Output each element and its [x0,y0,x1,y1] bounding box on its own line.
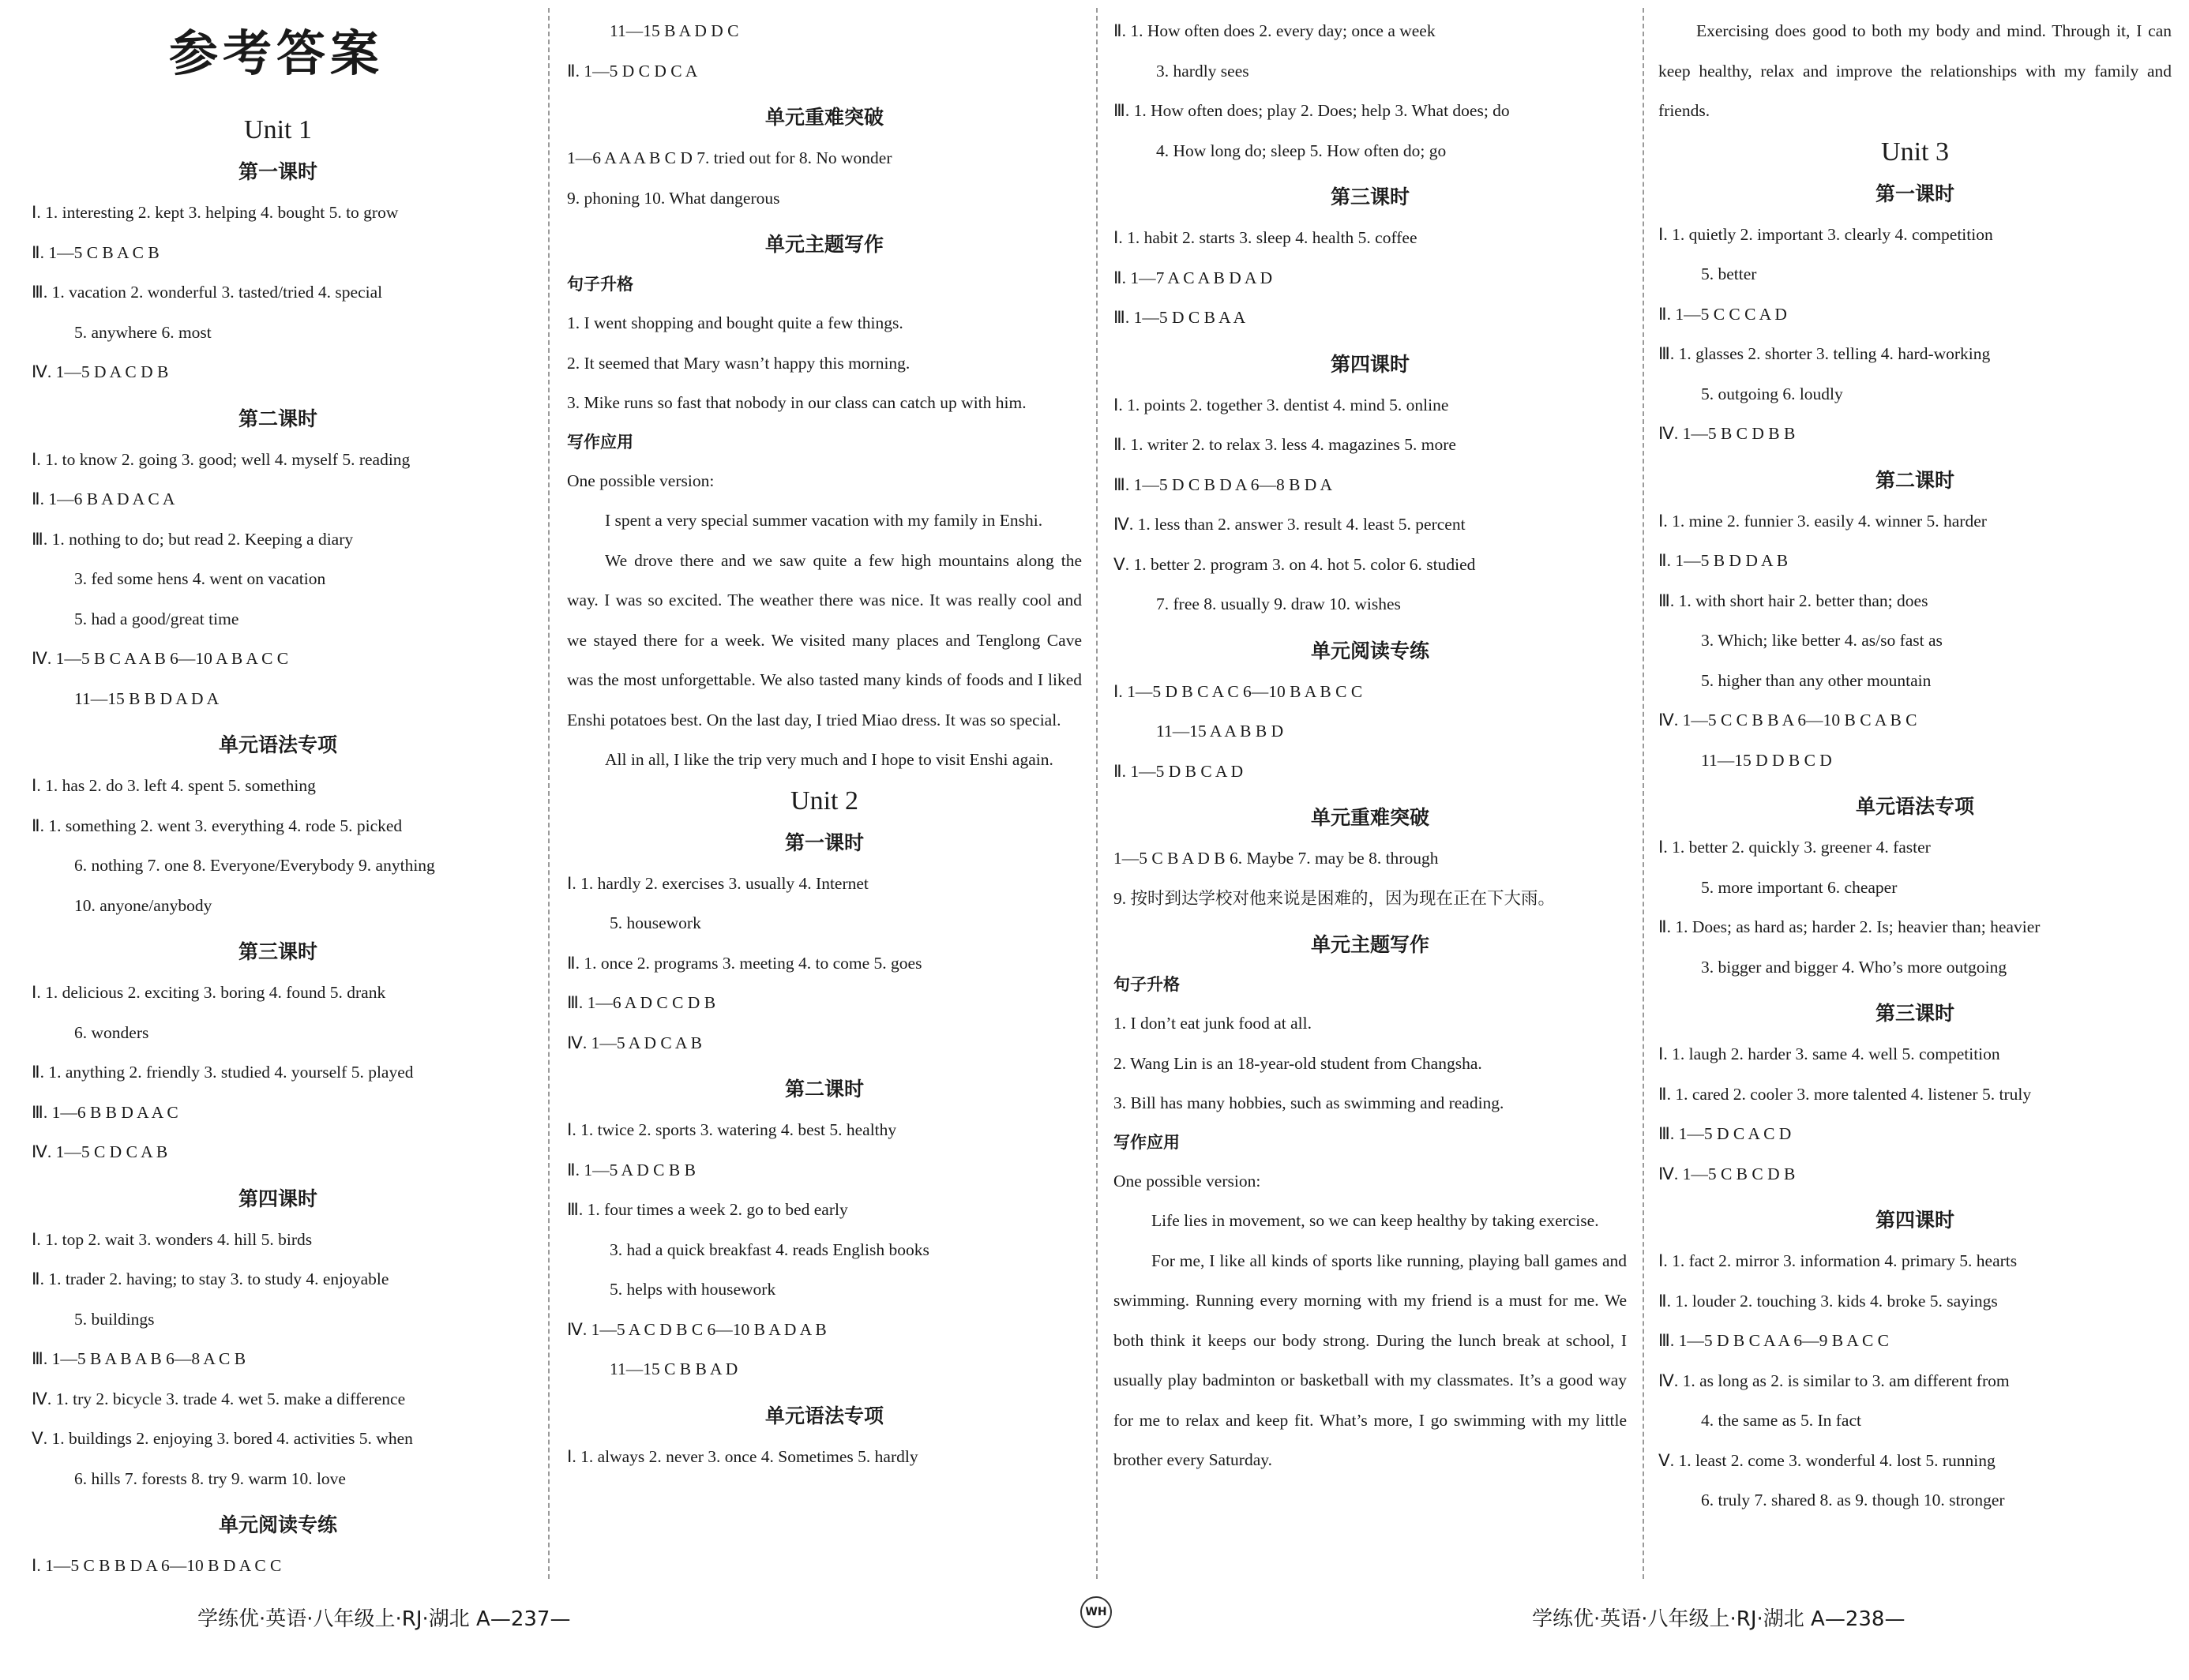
column-4 [1658,11,2172,1582]
answer-line: 5. helps with housework [610,1280,776,1299]
answer-line: Ⅴ. 1. buildings 2. enjoying 3. bored 4. activities 5. when [32,1429,413,1448]
answer-line: Ⅰ. 1. habit 2. starts 3. sleep 4. health 5. coffee [1113,228,1417,247]
answer-line: Ⅰ. 1. top 2. wait 3. wonders 4. hill 5. birds [32,1229,313,1249]
answer-line: Ⅰ. 1. quietly 2. important 3. clearly 4. competition [1658,224,1993,244]
answer-line: Ⅱ. 1—5 A D C B B [567,1160,696,1179]
answer-line: Ⅲ. 1. nothing to do; but read 2. Keeping a diary [32,529,354,549]
answer-line: Ⅱ. 1—5 D B C A D [1113,761,1244,781]
column-3 [1113,11,1627,1582]
section-title: 单元重难突破 [1310,806,1429,829]
answer-line: Ⅱ. 1—5 D C D C A [567,61,698,81]
answer-line: Ⅳ. 1—5 C D C A B [32,1142,168,1161]
answer-line: Ⅰ. 1. twice 2. sports 3. watering 4. best 5. healthy [567,1120,897,1139]
section-title: 第二课时 [1875,468,1954,492]
answer-line: 6. nothing 7. one 8. Everyone/Everybody 9. anything [74,856,435,875]
answer-line: Ⅰ. 1. has 2. do 3. left 4. spent 5. something [32,776,316,795]
publisher-badge: WH [1080,1596,1112,1628]
answer-line: Ⅳ. 1—5 A C D B C 6—10 B A D A B [567,1319,827,1339]
column-divider [548,8,550,1579]
section-title: 第一课时 [238,160,317,183]
answer-line: 4. the same as 5. In fact [1701,1411,1861,1430]
answer-line: Ⅱ. 1. cared 2. cooler 3. more talented 4. listener 5. truly [1658,1084,2032,1104]
answer-line: Ⅱ. 1—5 C B A C B [32,242,160,262]
answer-line: 6. truly 7. shared 8. as 9. though 10. stronger [1701,1491,2005,1509]
answer-line: 5. higher than any other mountain [1701,670,1932,690]
page-footer-right: 学练优·英语·八年级上·RJ·湖北 A—238— [1532,1607,1906,1631]
answer-line: 9. phoning 10. What dangerous [567,188,780,208]
answer-line: 6. wonders [74,1022,149,1042]
answer-line: Ⅰ. 1. points 2. together 3. dentist 4. mind 5. online [1113,395,1449,414]
section-title: 第三课时 [1330,186,1410,208]
unit-title: Unit 2 [790,786,858,816]
answer-line: Ⅳ. 1—5 C C B B A 6—10 B C A B C [1658,711,1917,729]
answer-line: 7. free 8. usually 9. draw 10. wishes [1156,594,1401,613]
essay-paragraph: I spent a very special summer vacation with my family in Enshi. [605,511,1043,530]
subheading: 句子升格 [567,275,633,294]
answer-line: One possible version: [567,471,715,490]
answer-line: Ⅰ. 1. better 2. quickly 3. greener 4. faster [1658,838,1931,857]
section-title: 单元语法专项 [218,733,337,756]
essay-paragraph: All in all, I like the trip very much and I hope to visit Enshi again. [605,750,1053,769]
answer-line: Ⅱ. 1. How often does 2. every day; once a week [1113,21,1436,40]
answer-line: Ⅳ. 1. as long as 2. is similar to 3. am different from [1658,1371,2010,1390]
answer-line: Ⅱ. 1—5 B D D A B [1658,551,1789,570]
answer-line: 3. hardly sees [1156,61,1249,81]
essay-paragraph: Exercising does good to both my body and mind. Through it, I can keep healthy, relax and improve the relationships with my family and friends. [1658,21,2172,120]
answer-line: Ⅲ. 1—5 D C B A A [1113,308,1246,327]
section-title: 单元主题写作 [1310,933,1429,956]
section-title: 单元主题写作 [764,233,884,256]
answer-line: Ⅰ. 1. interesting 2. kept 3. helping 4. bought 5. to grow [32,203,399,222]
answer-line: 5. outgoing 6. loudly [1701,384,1843,403]
answer-line: Ⅲ. 1. vacation 2. wonderful 3. tasted/tried 4. special [32,283,383,302]
answer-line: Ⅱ. 1. anything 2. friendly 3. studied 4. yourself 5. played [32,1063,414,1082]
answer-line: 11—15 C B B A D [610,1359,738,1378]
section-title: 第四课时 [1875,1209,1954,1232]
answer-line: 3. Mike runs so fast that nobody in our class can catch up with him. [567,393,1027,412]
section-title: 单元语法专项 [1855,795,1974,818]
column-divider [1096,8,1098,1579]
section-title: 第三课时 [1875,1002,1954,1025]
answer-line: Ⅱ. 1. Does; as hard as; harder 2. Is; heavier than; heavier [1658,917,2041,936]
essay-paragraph: For me, I like all kinds of sports like running, playing ball games and swimming. Running every morning with my friend is a must for me. We both think it keeps our body strong. During the lunch break at school, I usually play badminton or basketball with my classmates. It’s a good way for me to relax and keep fit. What’s more, I go swimming with my little brother every Saturday. [1113,1251,1627,1469]
answer-line: Ⅴ. 1. better 2. program 3. on 4. hot 5. color 6. studied [1113,554,1476,574]
column-2 [567,11,1082,1582]
answer-line: Ⅲ. 1. with short hair 2. better than; does [1658,591,1928,610]
answer-line: Ⅰ. 1. fact 2. mirror 3. information 4. primary 5. hearts [1658,1251,2018,1270]
section-title: 第四课时 [238,1187,317,1210]
answer-line: Ⅳ. 1—5 D A C D B [32,362,169,381]
answer-line: Ⅲ. 1. glasses 2. shorter 3. telling 4. hard-working [1658,344,1991,363]
answer-line: 5. had a good/great time [74,609,239,628]
answer-line: 1. I don’t eat junk food at all. [1113,1014,1312,1033]
answer-line: Ⅱ. 1. once 2. programs 3. meeting 4. to come 5. goes [567,953,922,973]
answer-line: Ⅱ. 1. trader 2. having; to stay 3. to study 4. enjoyable [32,1269,389,1288]
answer-line: 11—15 B A D D C [610,21,739,40]
answer-line: Ⅲ. 1. How often does; play 2. Does; help 3. What does; do [1113,101,1510,120]
answer-line: 10. anyone/anybody [74,895,212,915]
answer-line: Ⅲ. 1—6 B B D A A C [32,1102,178,1122]
section-title: 第三课时 [238,940,317,963]
essay-paragraph: We drove there and we saw quite a few high mountains along the way. I was so excited. The weather there was nice. It was really cool and we stayed there for a week. We visited many places and Tenglong Cave was the most unforgettable. We also tasted many kinds of foods and I liked Enshi potatoes best. On the last day, I tried Miao dress. It was so special. [567,550,1082,729]
answer-line: Ⅴ. 1. least 2. come 3. wonderful 4. lost 5. running [1658,1450,1996,1470]
answer-line: 1—5 C B A D B 6. Maybe 7. may be 8. through [1113,849,1439,868]
answer-line: Ⅰ. 1. hardly 2. exercises 3. usually 4. Internet [567,873,869,893]
answer-line: 5. housework [610,913,701,932]
answer-line: 5. better [1701,264,1757,283]
unit-title: Unit 3 [1881,137,1949,167]
answer-line: 3. fed some hens 4. went on vacation [74,569,326,588]
answer-line: 11—15 B B D A D A [74,688,220,708]
essay-paragraph: Life lies in movement, so we can keep healthy by taking exercise. [1151,1211,1599,1230]
answer-line: One possible version: [1113,1171,1261,1191]
answer-line: Ⅱ. 1. louder 2. touching 3. kids 4. broke 5. sayings [1658,1291,1998,1311]
answer-line: 3. Bill has many hobbies, such as swimming and reading. [1113,1093,1504,1112]
answer-line: Ⅰ. 1. always 2. never 3. once 4. Sometimes 5. hardly [567,1446,918,1466]
subheading: 句子升格 [1113,975,1180,994]
page-footer-left: 学练优·英语·八年级上·RJ·湖北 A—237— [197,1607,571,1631]
answer-line: Ⅰ. 1. mine 2. funnier 3. easily 4. winner 5. harder [1658,511,1987,531]
answer-line: Ⅲ. 1—5 B A B A B 6—8 A C B [32,1349,246,1368]
section-title: 单元语法专项 [764,1404,884,1427]
answer-line: Ⅰ. 1—5 D B C A C 6—10 B A B C C [1113,681,1363,701]
subheading: 写作应用 [1113,1132,1180,1152]
section-title: 第二课时 [784,1078,864,1101]
answer-line: Ⅰ. 1. to know 2. going 3. good; well 4. myself 5. reading [32,449,411,469]
answer-line: 11—15 A A B B D [1156,722,1284,741]
answer-line: 5. anywhere 6. most [74,322,212,342]
section-title: 第二课时 [238,407,317,430]
answer-line: Ⅱ. 1—6 B A D A C A [32,489,175,508]
answer-line: Ⅳ. 1—5 C B C D B [1658,1164,1796,1183]
column-1 [32,109,524,1680]
answer-line: Ⅰ. 1. delicious 2. exciting 3. boring 4. found 5. drank [32,983,386,1002]
answer-line: Ⅲ. 1—5 D C A C D [1658,1124,1792,1143]
section-title: 第一课时 [1875,182,1954,205]
answer-line: Ⅲ. 1. four times a week 2. go to bed early [567,1200,848,1219]
answer-line: 3. bigger and bigger 4. Who’s more outgoing [1701,957,2007,977]
section-title: 第一课时 [784,831,864,854]
answer-line: 4. How long do; sleep 5. How often do; go [1156,141,1447,160]
page-title: 参考答案 [168,24,384,82]
section-title: 单元阅读专练 [218,1513,337,1536]
section-title: 单元阅读专练 [1310,639,1429,662]
answer-line: 11—15 D D B C D [1701,750,1832,770]
answer-line: Ⅳ. 1—5 A D C A B [567,1033,702,1052]
answer-line: Ⅳ. 1. less than 2. answer 3. result 4. least 5. percent [1113,515,1466,534]
section-title: 单元重难突破 [764,106,884,129]
unit-title: Unit 1 [244,115,312,144]
subheading: 写作应用 [567,432,633,452]
answer-line: Ⅰ. 1. laugh 2. harder 3. same 4. well 5. competition [1658,1044,2000,1063]
answer-line: Ⅳ. 1—5 B C A A B 6—10 A B A C C [32,649,289,668]
answer-line: 6. hills 7. forests 8. try 9. warm 10. love [74,1468,346,1488]
answer-line: Ⅱ. 1. writer 2. to relax 3. less 4. magazines 5. more [1113,435,1456,454]
answer-line: Ⅱ. 1—5 C C C A D [1658,304,1787,324]
answer-line: 3. Which; like better 4. as/so fast as [1701,631,1943,650]
answer-line: Ⅱ. 1—7 A C A B D A D [1113,268,1273,287]
answer-line: Ⅲ. 1—5 D B C A A 6—9 B A C C [1658,1331,1890,1350]
answer-line: Ⅳ. 1—5 B C D B B [1658,424,1796,443]
answer-line: 2. It seemed that Mary wasn’t happy this morning. [567,353,911,373]
column-divider [1643,8,1644,1579]
answer-line: Ⅱ. 1. something 2. went 3. everything 4. rode 5. picked [32,816,403,835]
section-title: 第四课时 [1330,352,1410,376]
answer-line: Ⅲ. 1—5 D C B D A 6—8 B D A [1113,474,1333,494]
answer-line: 3. had a quick breakfast 4. reads English books [610,1239,929,1259]
answer-line: 5. more important 6. cheaper [1701,877,1898,897]
answer-line: Ⅲ. 1—6 A D C C D B [567,993,716,1012]
answer-line: 9. 按时到达学校对他来说是困难的，因为现在正在下大雨。 [1113,888,1556,908]
answer-line: 5. buildings [74,1309,155,1329]
answer-line: 2. Wang Lin is an 18-year-old student from Changsha. [1113,1053,1482,1073]
answer-line: Ⅳ. 1. try 2. bicycle 3. trade 4. wet 5. make a difference [32,1389,406,1408]
answer-line: 1—6 A A A B C D 7. tried out for 8. No wonder [567,148,892,167]
answer-line: Ⅰ. 1—5 C B B D A 6—10 B D A C C [32,1556,282,1575]
answer-line: 1. I went shopping and bought quite a few things. [567,313,903,332]
